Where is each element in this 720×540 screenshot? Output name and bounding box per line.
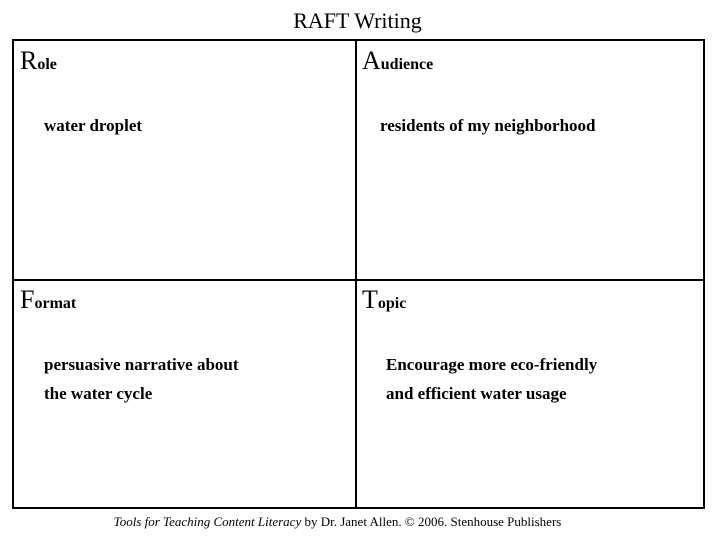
role-heading xyxy=(20,47,350,79)
role-heading-rest: ole xyxy=(37,56,57,73)
topic-heading xyxy=(362,286,697,318)
role-content xyxy=(20,111,350,140)
topic-content xyxy=(362,350,697,408)
audience-line: residents of my neighborhood xyxy=(380,116,596,135)
topic-heading-initial: T xyxy=(362,285,378,314)
topic-heading-rest: opic xyxy=(377,295,407,312)
grid-vertical-divider xyxy=(355,41,357,507)
page-title: RAFT Writing xyxy=(293,8,422,33)
raft-grid xyxy=(12,39,705,509)
role-heading-initial: R xyxy=(20,46,38,75)
role-line: water droplet xyxy=(44,116,143,135)
format-heading-rest: ormat xyxy=(34,295,77,312)
format-line: persuasive narrative about xyxy=(44,355,239,374)
grid-horizontal-divider xyxy=(14,279,703,281)
topic-line: Encourage more eco-friendly xyxy=(386,355,598,374)
format-heading xyxy=(20,286,350,318)
audience-cell xyxy=(362,47,697,140)
audience-heading-rest: udience xyxy=(380,56,434,73)
format-heading-initial: F xyxy=(20,285,35,314)
topic-line: and efficient water usage xyxy=(386,384,567,403)
citation-rest: by Dr. Janet Allen. © 2006. Stenhouse Publishers xyxy=(301,514,562,529)
audience-content xyxy=(362,111,697,140)
audience-heading xyxy=(362,47,697,79)
citation-book-title: Tools for Teaching Content Literacy xyxy=(113,514,302,529)
audience-heading-initial: A xyxy=(362,46,381,75)
format-cell xyxy=(20,286,350,408)
format-line: the water cycle xyxy=(44,384,153,403)
format-content xyxy=(20,350,350,408)
citation-footer xyxy=(0,514,675,530)
role-cell xyxy=(20,47,350,140)
topic-cell xyxy=(362,286,697,408)
